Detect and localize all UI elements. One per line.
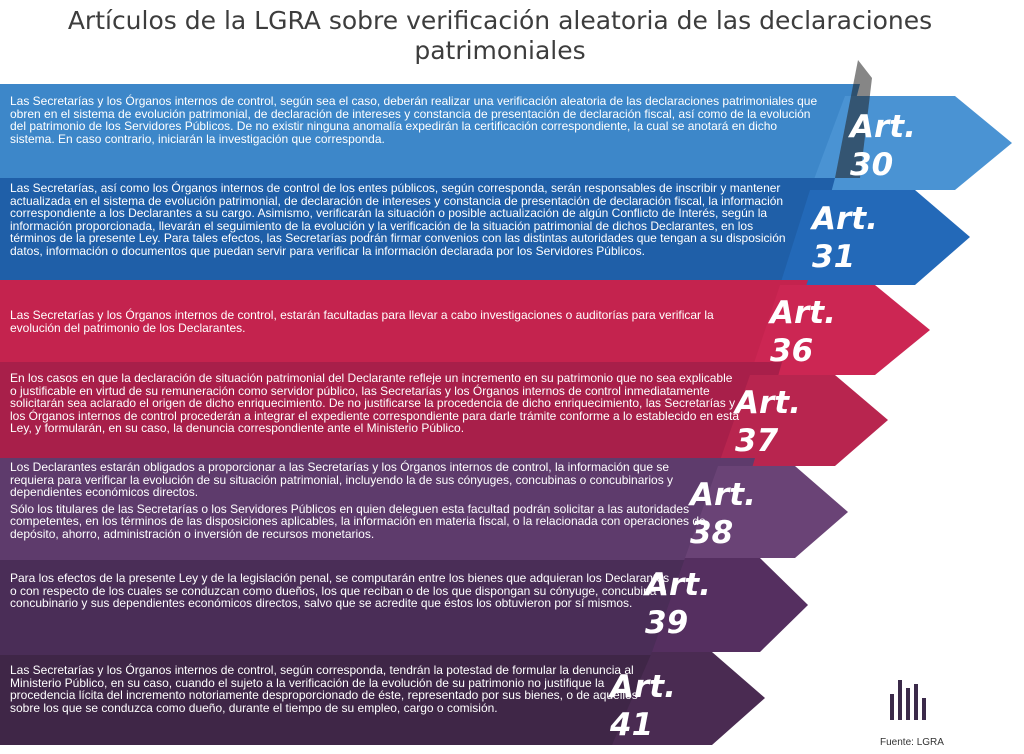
bars-logo-icon <box>890 680 934 720</box>
article-text-38: Los Declarantes estarán obligados a proporcionar a las Secretarías y los Órganos internos de control, la información que se requiera para verificar la evolución de su situación patrimonial, incluyendo la de sus cónyuges, concubinas o concubinarios y dependientes económicos directos. Sólo los titulares de las Secretarías o los Servidores Públicos en quien deleguen esta facultad podrán solicitar a las autoridades competentes, en los términos de las disposiciones aplicables, la información en materia fiscal, o la relacionada con operaciones de depósito, ahorro, administración o inversión de recursos monetarios. <box>10 460 706 541</box>
article-label-37: Art. 37 <box>735 385 801 459</box>
article-label-41: Art. 41 <box>610 669 676 743</box>
article-label-38: Art. 38 <box>690 477 756 551</box>
article-label-39: Art. 39 <box>645 567 711 641</box>
source-note: Fuente: LGRA <box>880 737 944 748</box>
article-text-31: Las Secretarías, así como los Órganos internos de control de los entes públicos, según corresponda, serán responsables de inscribir y mantener actualizada en el sistema de evolución patrimonial, de declaración de intereses y constancia de presentación de declaración fiscal, la información correspondiente a los Declarantes a su cargo. Asimismo, verificarán la situación o posible actualización de algún Conflicto de Interés, según la información proporcionada, llevarán el seguimiento de la evolución y la verificación de la situación patrimonial de dichos Declarantes, en los términos de la presente Ley. Para tales efectos, las Secretarías podrán firmar convenios con las distintas autoridades que tengan a su disposición datos, información o documentos que puedan servir para verificar la información declarada por los Servidores Públicos. <box>10 181 786 258</box>
article-text-37: En los casos en que la declaración de situación patrimonial del Declarante refleje un incremento en su patrimonio que no sea explicable o justificable en virtud de su remuneración como servidor público, las Secretarías y los Órganos internos de control inmediatamente solicitarán sea aclarado el origen de dicho enriquecimiento. De no justificarse la procedencia de dicho enriquecimiento, las Secretarías y los Órganos internos de control procederán a integrar el expediente correspondiente para darle trámite conforme a lo establecido en esta Ley, y formularán, en su caso, la denuncia correspondiente ante el Ministerio Público. <box>10 371 740 436</box>
article-text-41: Las Secretarías y los Órganos internos de control, según corresponda, tendrán la potestad de formular la denuncia al Ministerio Público, en su caso, cuando el sujeto a la verificación de la evolución de su patrimonio no justifique la procedencia lícita del incremento notoriamente desproporcionado de éste, representado por sus bienes, o de aquéllos sobre los que se conduzca como dueño, durante el tiempo de su empleo, cargo o comisión. <box>10 663 638 715</box>
page-title: Artículos de la LGRA sobre verificación aleatoria de las declaraciones patrimoniales <box>67 6 933 65</box>
article-text-36: Las Secretarías y los Órganos internos de control, estarán facultadas para llevar a cabo investigaciones o auditorías para verificar la evolución del patrimonio de los Declarantes. <box>10 308 714 335</box>
article-label-31: Art. 31 <box>812 201 878 275</box>
article-label-30: Art. 30 <box>850 109 916 183</box>
article-text-39: Para los efectos de la presente Ley y de la legislación penal, se computarán entre los bienes que adquieran los Declarantes o con respecto de los cuales se conduzcan como dueños, los que reciban o de los que dispongan su cónyuge, concubina o concubinario y sus dependientes económicos directos, salvo que se acredite que éstos los obtuvieron por sí mismos. <box>10 571 670 611</box>
article-text-30: Las Secretarías y los Órganos internos de control, según sea el caso, deberán realizar una verificación aleatoria de las declaraciones patrimoniales que obren en el sistema de evolución patrimonial, de declaración de intereses y constancia de presentación de declaración fiscal, así como de la evolución del patrimonio de los Servidores Públicos. De no existir ninguna anomalía expedirán la certificación correspondiente, la cual se anotará en dicho sistema. En caso contrario, iniciarán la investigación que corresponda. <box>10 94 818 146</box>
article-label-36: Art. 36 <box>770 295 836 369</box>
